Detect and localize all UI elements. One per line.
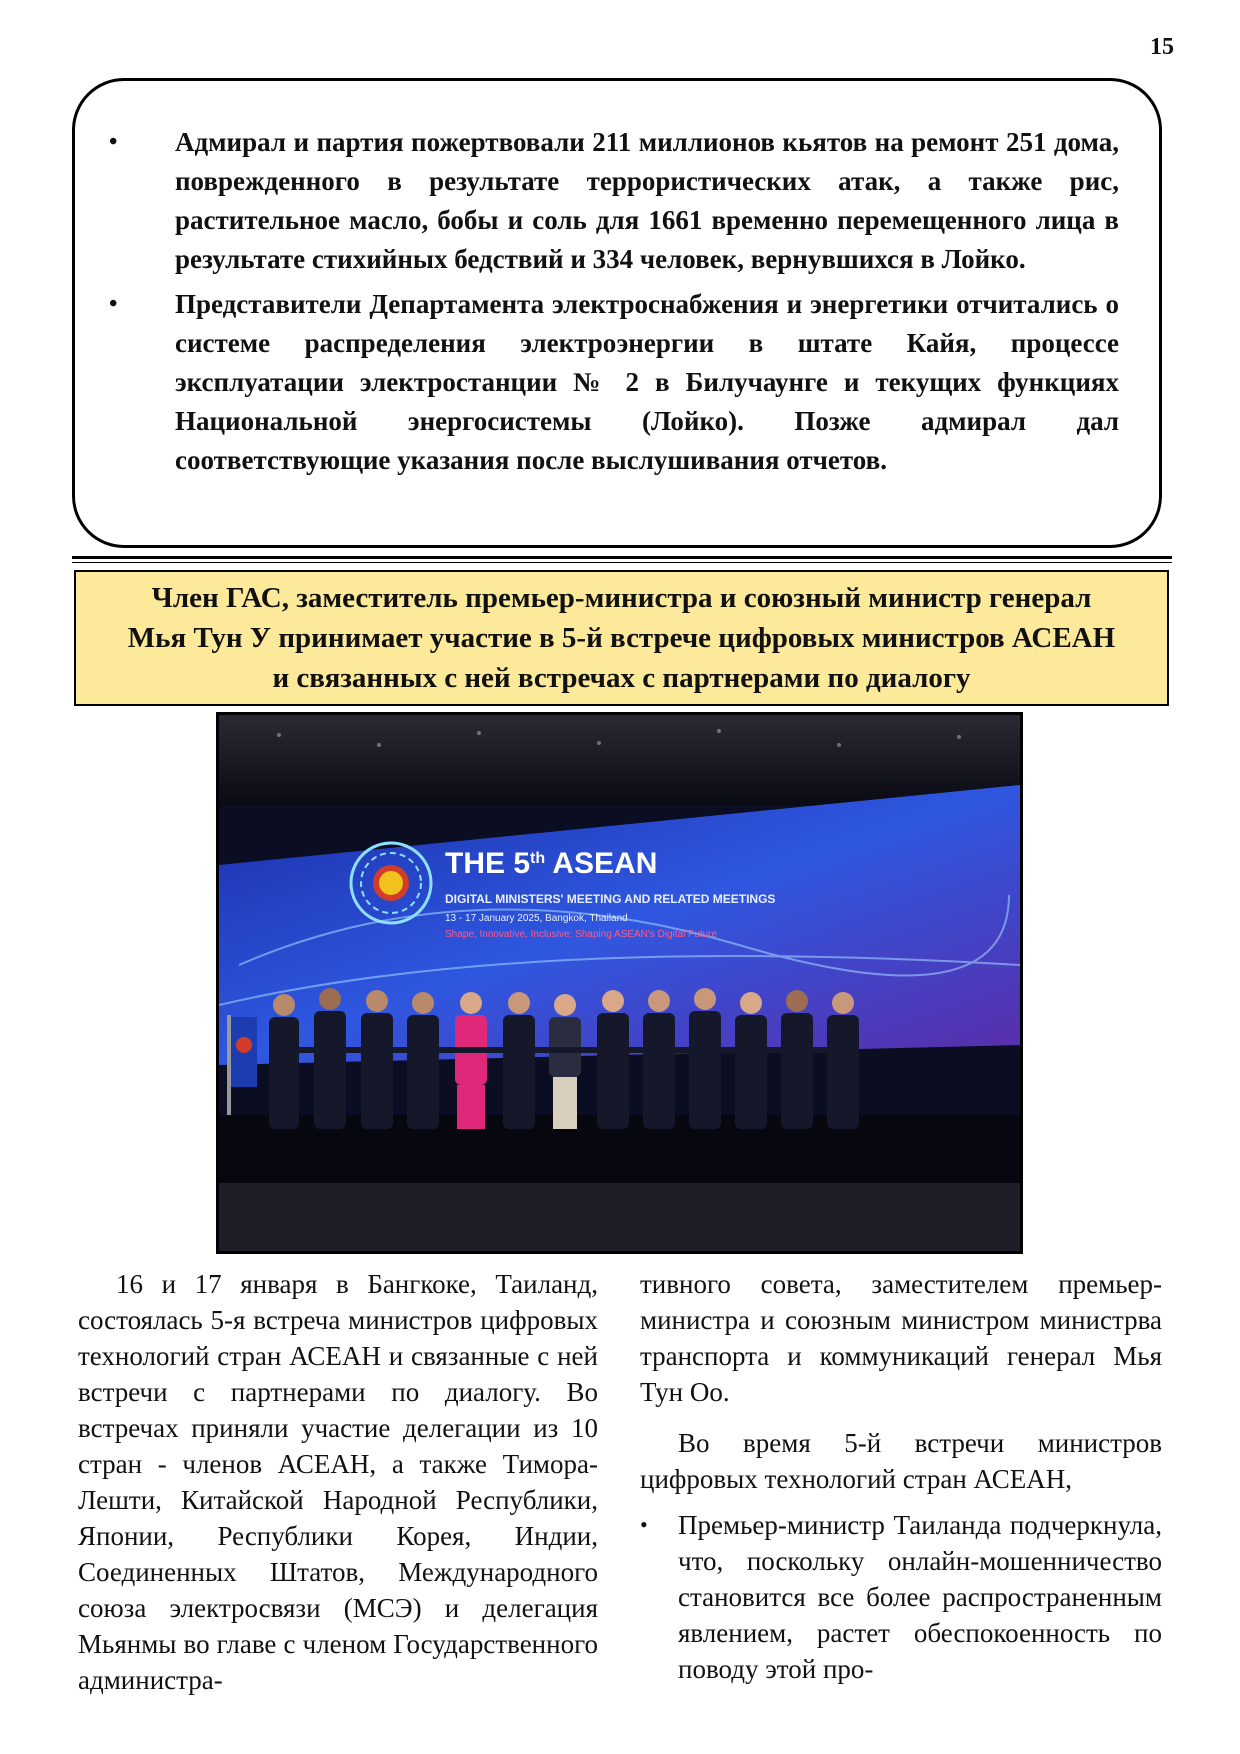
banner-subtitle: DIGITAL MINISTERS' MEETING AND RELATED MEETINGS	[445, 892, 776, 906]
summary-bullet-text: Адмирал и партия пожертвовали 211 миллионов кьятов на ремонт 251 дома, поврежденного в результате террористических атак, а также рис, растительное масло, бобы и соль для 1661 временно перемещенного лица в результате стихийных бедствий и 334 человек, вернувшихся в Лойко.	[175, 127, 1119, 274]
ceiling	[219, 715, 1020, 805]
article-paragraph-continuation: тивного совета, заместителем премьер-министра и союзным министром министрва транспорта и коммуникаций генерал Мья Тун Оо.	[640, 1269, 1162, 1407]
article-bullet-text: Премьер-министр Таиланда подчеркнула, что, поскольку онлайн-мошенничество становится все более распространенным явлением, растет обеспокоенность по поводу этой про-	[678, 1510, 1162, 1684]
banner-tagline: Shape, Innovative, Inclusive: Shaping ASEAN's Digital Future	[445, 929, 718, 940]
asean-flag	[227, 1015, 257, 1125]
banner-dates: 13 - 17 January 2025, Bangkok, Thailand	[445, 913, 628, 924]
bullet-icon: •	[109, 129, 118, 155]
article-headline-box	[74, 570, 1169, 706]
summary-bullet-item	[109, 123, 1119, 279]
bullet-icon: •	[109, 291, 118, 317]
article-headline	[114, 578, 1129, 698]
article-paragraph: 16 и 17 января в Бангкоке, Таиланд, состоялась 5-я встреча министров цифровых технологий стран АСЕАН и связанные с ней встречи с партнерами по диалогу. Во встречах приняли участие делегации из 10 стран - членов АСЕАН, а также Тимора-Лешти, Китайской Народной Республики, Японии, Республики Корея, Индии, Соединенных Штатов, Международного союза электросвязи (МСЭ) и делегация Мьянмы во главе с членом Государственного администра-	[78, 1269, 598, 1695]
headline-line-2: Мья Тун У принимает участие в 5-й встрече цифровых министров АСЕАН	[127, 622, 1116, 654]
headline-line-1: Член ГАС, заместитель премьер-министра и союзный министр генерал	[151, 582, 1092, 614]
summary-bullet-list	[109, 123, 1119, 486]
article-right-column	[640, 1266, 1162, 1687]
event-photo	[216, 712, 1023, 1254]
banner-title: THE 5th ASEAN	[445, 847, 658, 880]
event-photo-illustration	[219, 715, 1020, 1251]
page-number: 15	[1150, 34, 1174, 60]
stage-front	[219, 1183, 1020, 1251]
article-paragraph: Во время 5-й встречи министров цифровых технологий стран АСЕАН,	[640, 1428, 1162, 1494]
summary-bullet-item	[109, 285, 1119, 480]
headline-line-3: и связанных с ней встречах с партнерами по диалогу	[272, 662, 971, 694]
summary-box	[72, 78, 1162, 548]
section-divider	[72, 556, 1172, 559]
summary-bullet-text: Представители Департамента электроснабжения и энергетики отчитались о системе распределения электроэнергии в штате Кайя, процессе эксплуатации электростанции № 2 в Билучаунге и текущих функциях Национальной энергосистемы (Лойко). Позже адмирал дал соответствующие указания после выслушивания отчетов.	[175, 289, 1119, 475]
article-bullet-item	[640, 1507, 1162, 1687]
section-divider-thin	[72, 562, 1172, 563]
article-left-column	[78, 1266, 598, 1698]
bullet-icon: •	[640, 1512, 648, 1537]
